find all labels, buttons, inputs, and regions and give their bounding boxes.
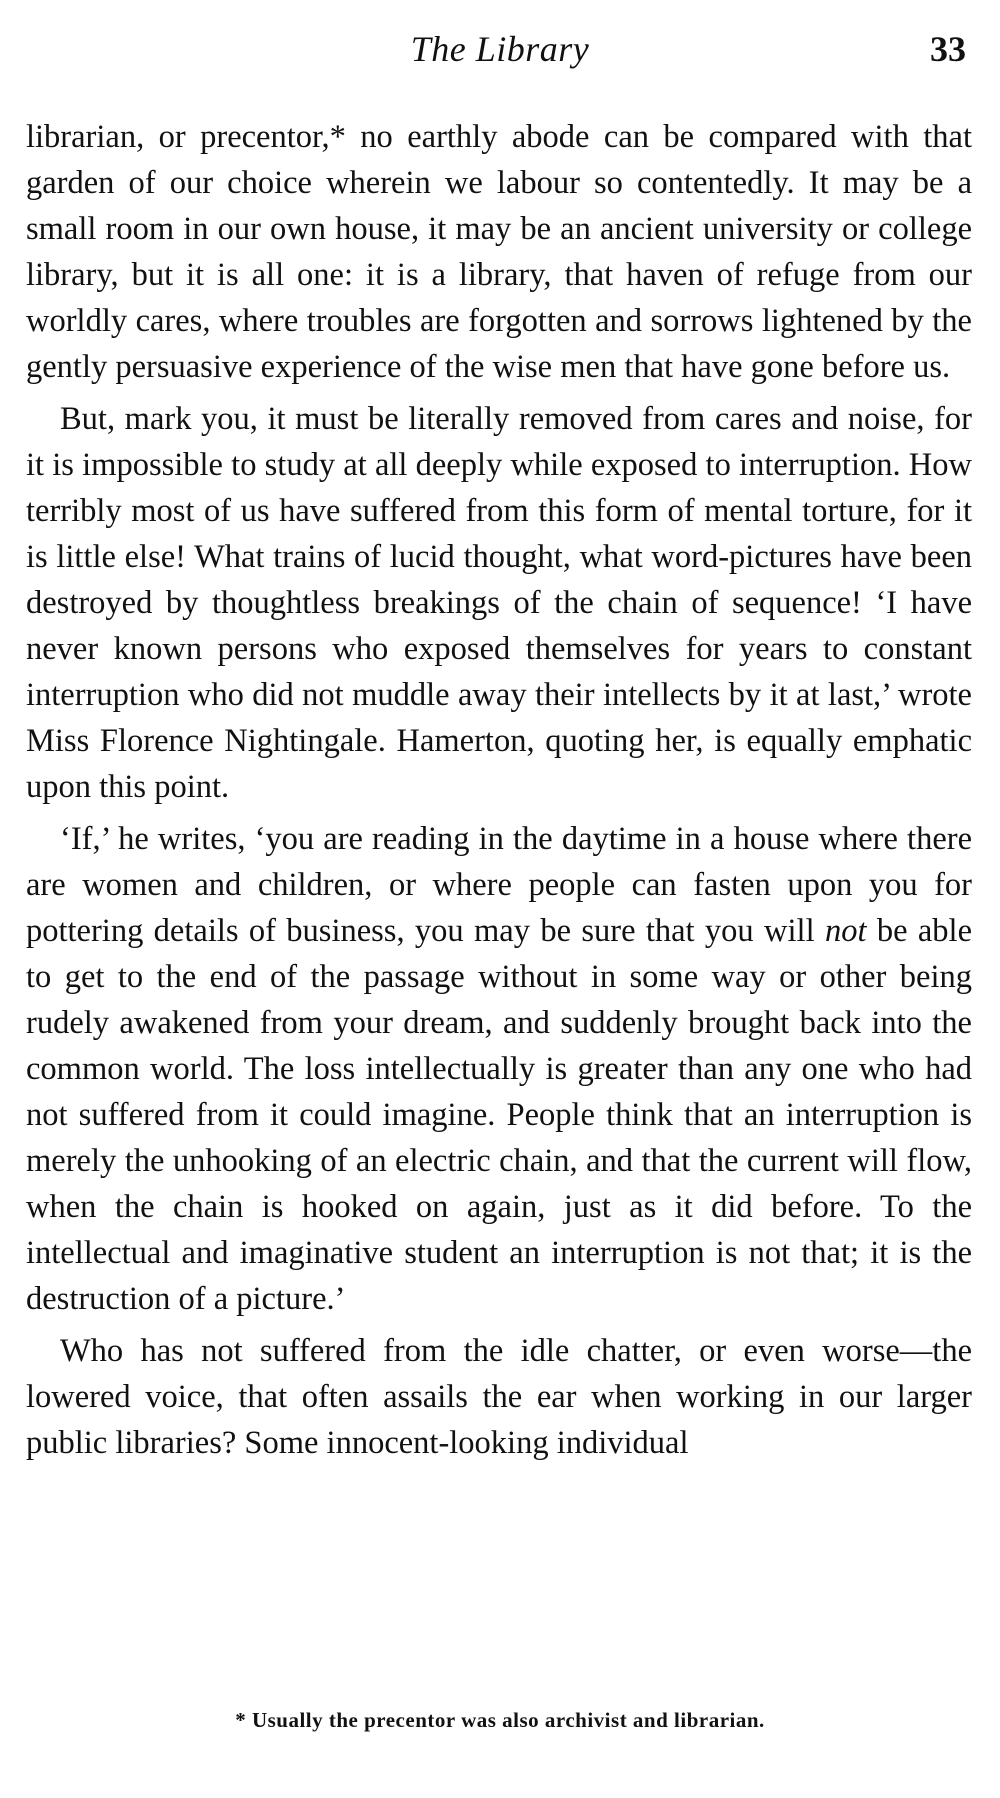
paragraph-3-text-b: be able to get to the end of the passage without in some way or other being rudely awakened from your dream, and suddenly brought back into the common world. The loss intellectually is greater than any one who had not suffered from it could imagine. People think that an interruption is merely the unhooking of an electric chain, and that the current will flow, when the chain is hooked on again, just as it did before. To the intellectual and imaginative student an interruption is not that; it is the destruction of a picture.’	[26, 913, 972, 1317]
paragraph-4: Who has not suffered from the idle chatter, or even worse—the lowered voice, that often assails the ear when working in our larger public libraries? Some innocent-looking individual	[26, 1333, 972, 1461]
paragraph-2: But, mark you, it must be literally removed from cares and noise, for it is impossible to study at all deeply while exposed to interruption. How terribly most of us have suffered from this form of mental torture, for it is little else! What trains of lucid thought, what word-pictures have been destroyed by thoughtless breakings of the chain of sequence! ‘I have never known persons who exposed themselves for years to constant interruption who did not muddle away their intellects by it at last,’ wrote Miss Florence Nightingale. Hamerton, quoting her, is equally emphatic upon this point.	[26, 401, 972, 805]
paragraph-1: librarian, or precentor,* no earthly abode can be compared with that garden of our choice wherein we labour so contentedly. It may be a small room in our own house, it may be an ancient university or college library, but it is all one: it is a library, that haven of refuge from our worldly cares, where troubles are forgotten and sorrows lightened by the gently persuasive experience of the wise men that have gone before us.	[26, 119, 972, 385]
paragraph-3	[26, 816, 972, 1322]
page-number: 33	[930, 29, 966, 69]
running-title: The Library	[410, 29, 590, 69]
paragraph-3-text-a: ‘If,’ he writes, ‘you are reading in the daytime in a house where there are women and children, or where people can fasten upon you for pottering details of business, you may be sure that you will	[26, 821, 972, 949]
emphasis-not: not	[824, 913, 867, 949]
footnote: * Usually the precentor was also archivist and librarian.	[235, 1708, 765, 1732]
body-text	[26, 114, 972, 1472]
